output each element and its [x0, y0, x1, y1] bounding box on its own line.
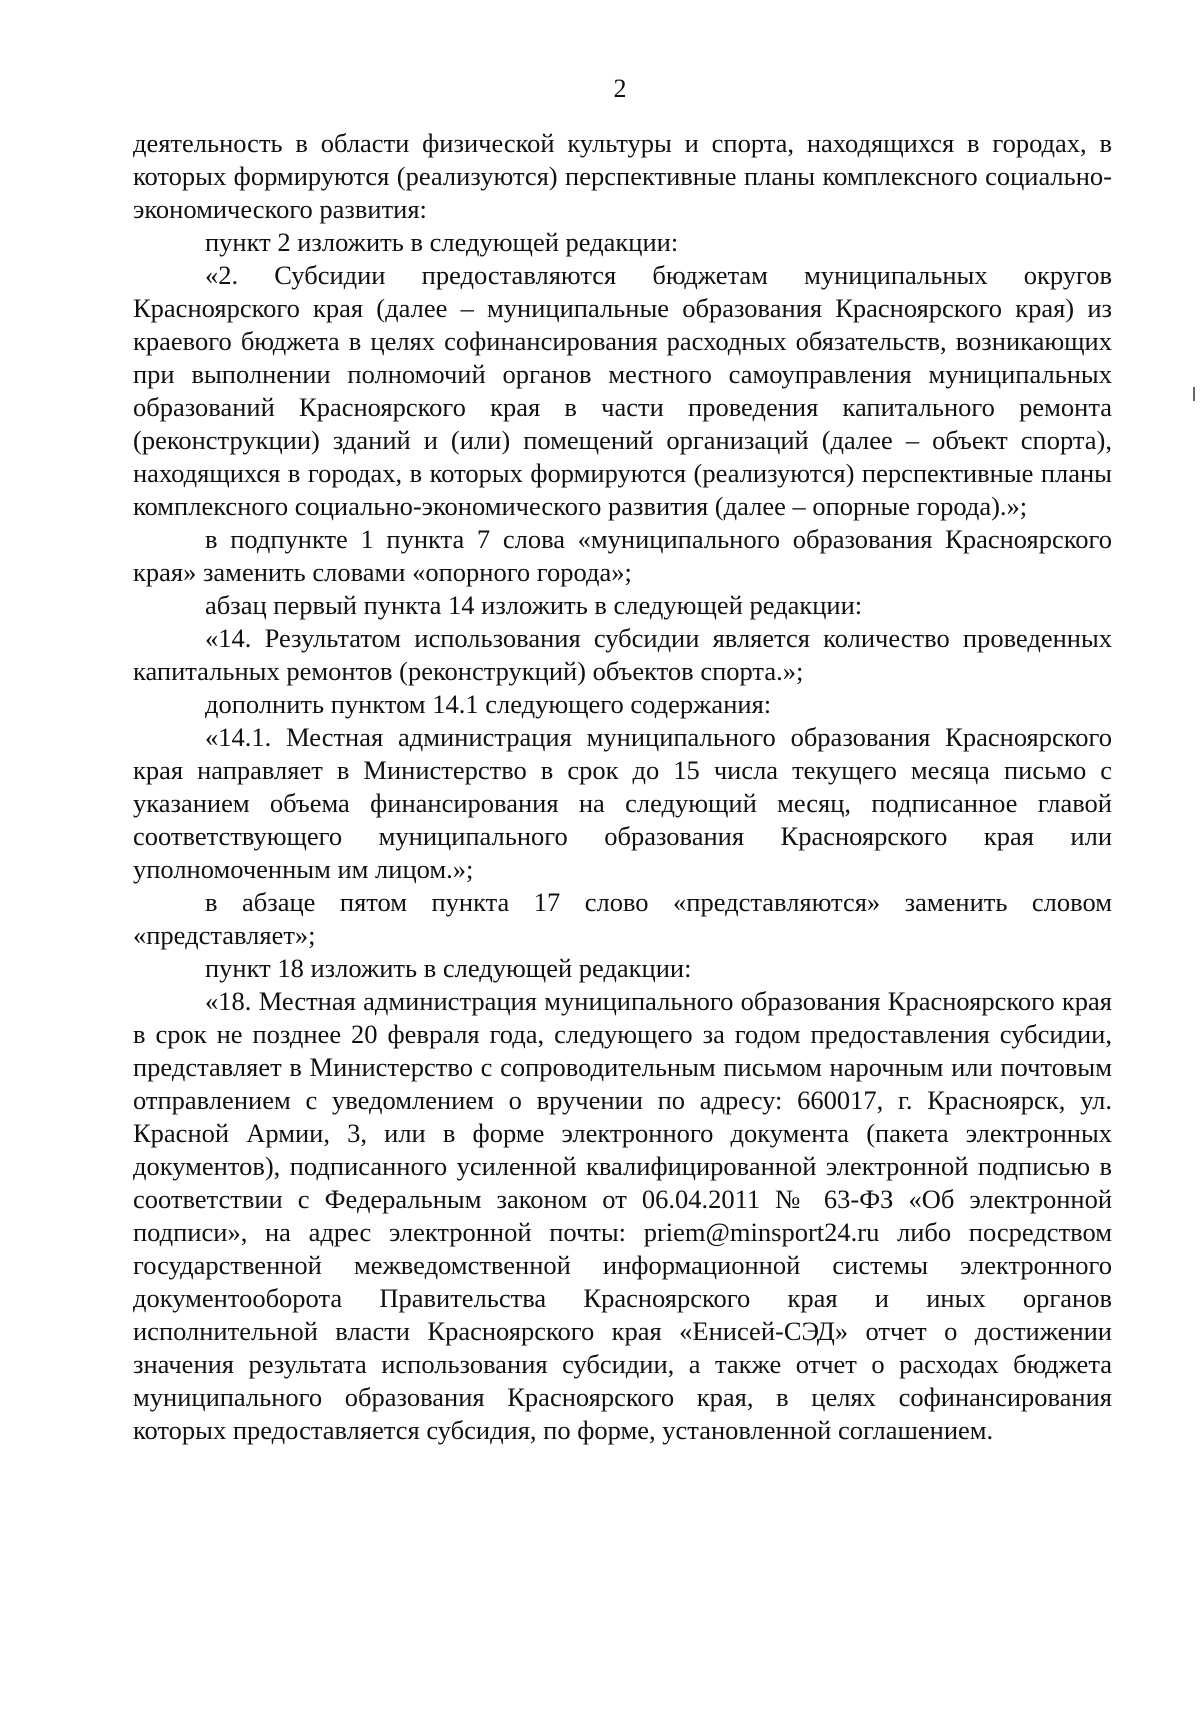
- paragraph-point-14-1-text: «14.1. Местная администрация муниципального образования Красноярского края направляет в Министерство в срок до 15 числа текущего месяца письмо с указанием объема финансирования на следующий месяц, подписанное главой соответствующего муниципального образования Красноярского края или уполномоченным им лицом.»;: [133, 722, 1112, 884]
- paragraph-point-18-text: «18. Местная администрация муниципального образования Красноярского края в срок не позднее 20 февраля года, следующего за годом предоставления субсидии, представляет в Министерство с сопроводительным письмом нарочным или почтовым отправлением с уведомлением о вручении по адресу: 660017, г. Красноярск, ул. Красной Армии, 3, или в форме электронного документа (пакета электронных документов), подписанного усиленной квалифицированной электронной подписью в соответствии с Федеральным законом от 06.04.2011 № 63-ФЗ «Об электронной подписи», на адрес электронной почты: priem@minsport24.ru либо посредством государственной межведомственной информационной системы электронного документооборота Правительства Красноярского края и иных органов исполнительной власти Красноярского края «Енисей-СЭД» отчет о достижении значения результата использования субсидии, а также отчет о расходах бюджета муниципального образования Красноярского края, в целях софинансирования которых предоставляется субсидия, по форме, установленной соглашением.: [133, 986, 1112, 1445]
- paragraph-point-18-instruction: пункт 18 изложить в следующей редакции:: [205, 953, 692, 983]
- document-body: [133, 127, 1112, 1447]
- paragraph-intro-continuation: деятельность в области физической культуры и спорта, находящихся в городах, в которых формируются (реализуются) перспективные планы комплексного социально-экономического развития:: [133, 128, 1112, 224]
- scan-edge-mark: [1193, 387, 1195, 401]
- paragraph-point-17-amendment: в абзаце пятом пункта 17 слово «представляются» заменить словом «представляет»;: [133, 887, 1112, 950]
- paragraph-point-14-1-instruction: дополнить пунктом 14.1 следующего содержания:: [205, 689, 772, 719]
- paragraph-point-14-instruction: абзац первый пункта 14 изложить в следующей редакции:: [205, 590, 863, 620]
- paragraph-point-2-text: «2. Субсидии предоставляются бюджетам муниципальных округов Красноярского края (далее – муниципальные образования Красноярского края) из краевого бюджета в целях софинансирования расходных обязательств, возникающих при выполнении полномочий органов местного самоуправления муниципальных образований Красноярского края в части проведения капитального ремонта (реконструкции) зданий и (или) помещений организаций (далее – объект спорта), находящихся в городах, в которых формируются (реализуются) перспективные планы комплексного социально-экономического развития (далее – опорные города).»;: [133, 260, 1112, 521]
- paragraph-point-2-instruction: пункт 2 изложить в следующей редакции:: [205, 227, 679, 257]
- paragraph-point-14-text: «14. Результатом использования субсидии является количество проведенных капитальных ремонтов (реконструкций) объектов спорта.»;: [133, 623, 1112, 686]
- page-number: 2: [613, 74, 627, 103]
- paragraph-point-7-amendment: в подпункте 1 пункта 7 слова «муниципального образования Красноярского края» заменить словами «опорного города»;: [133, 524, 1112, 587]
